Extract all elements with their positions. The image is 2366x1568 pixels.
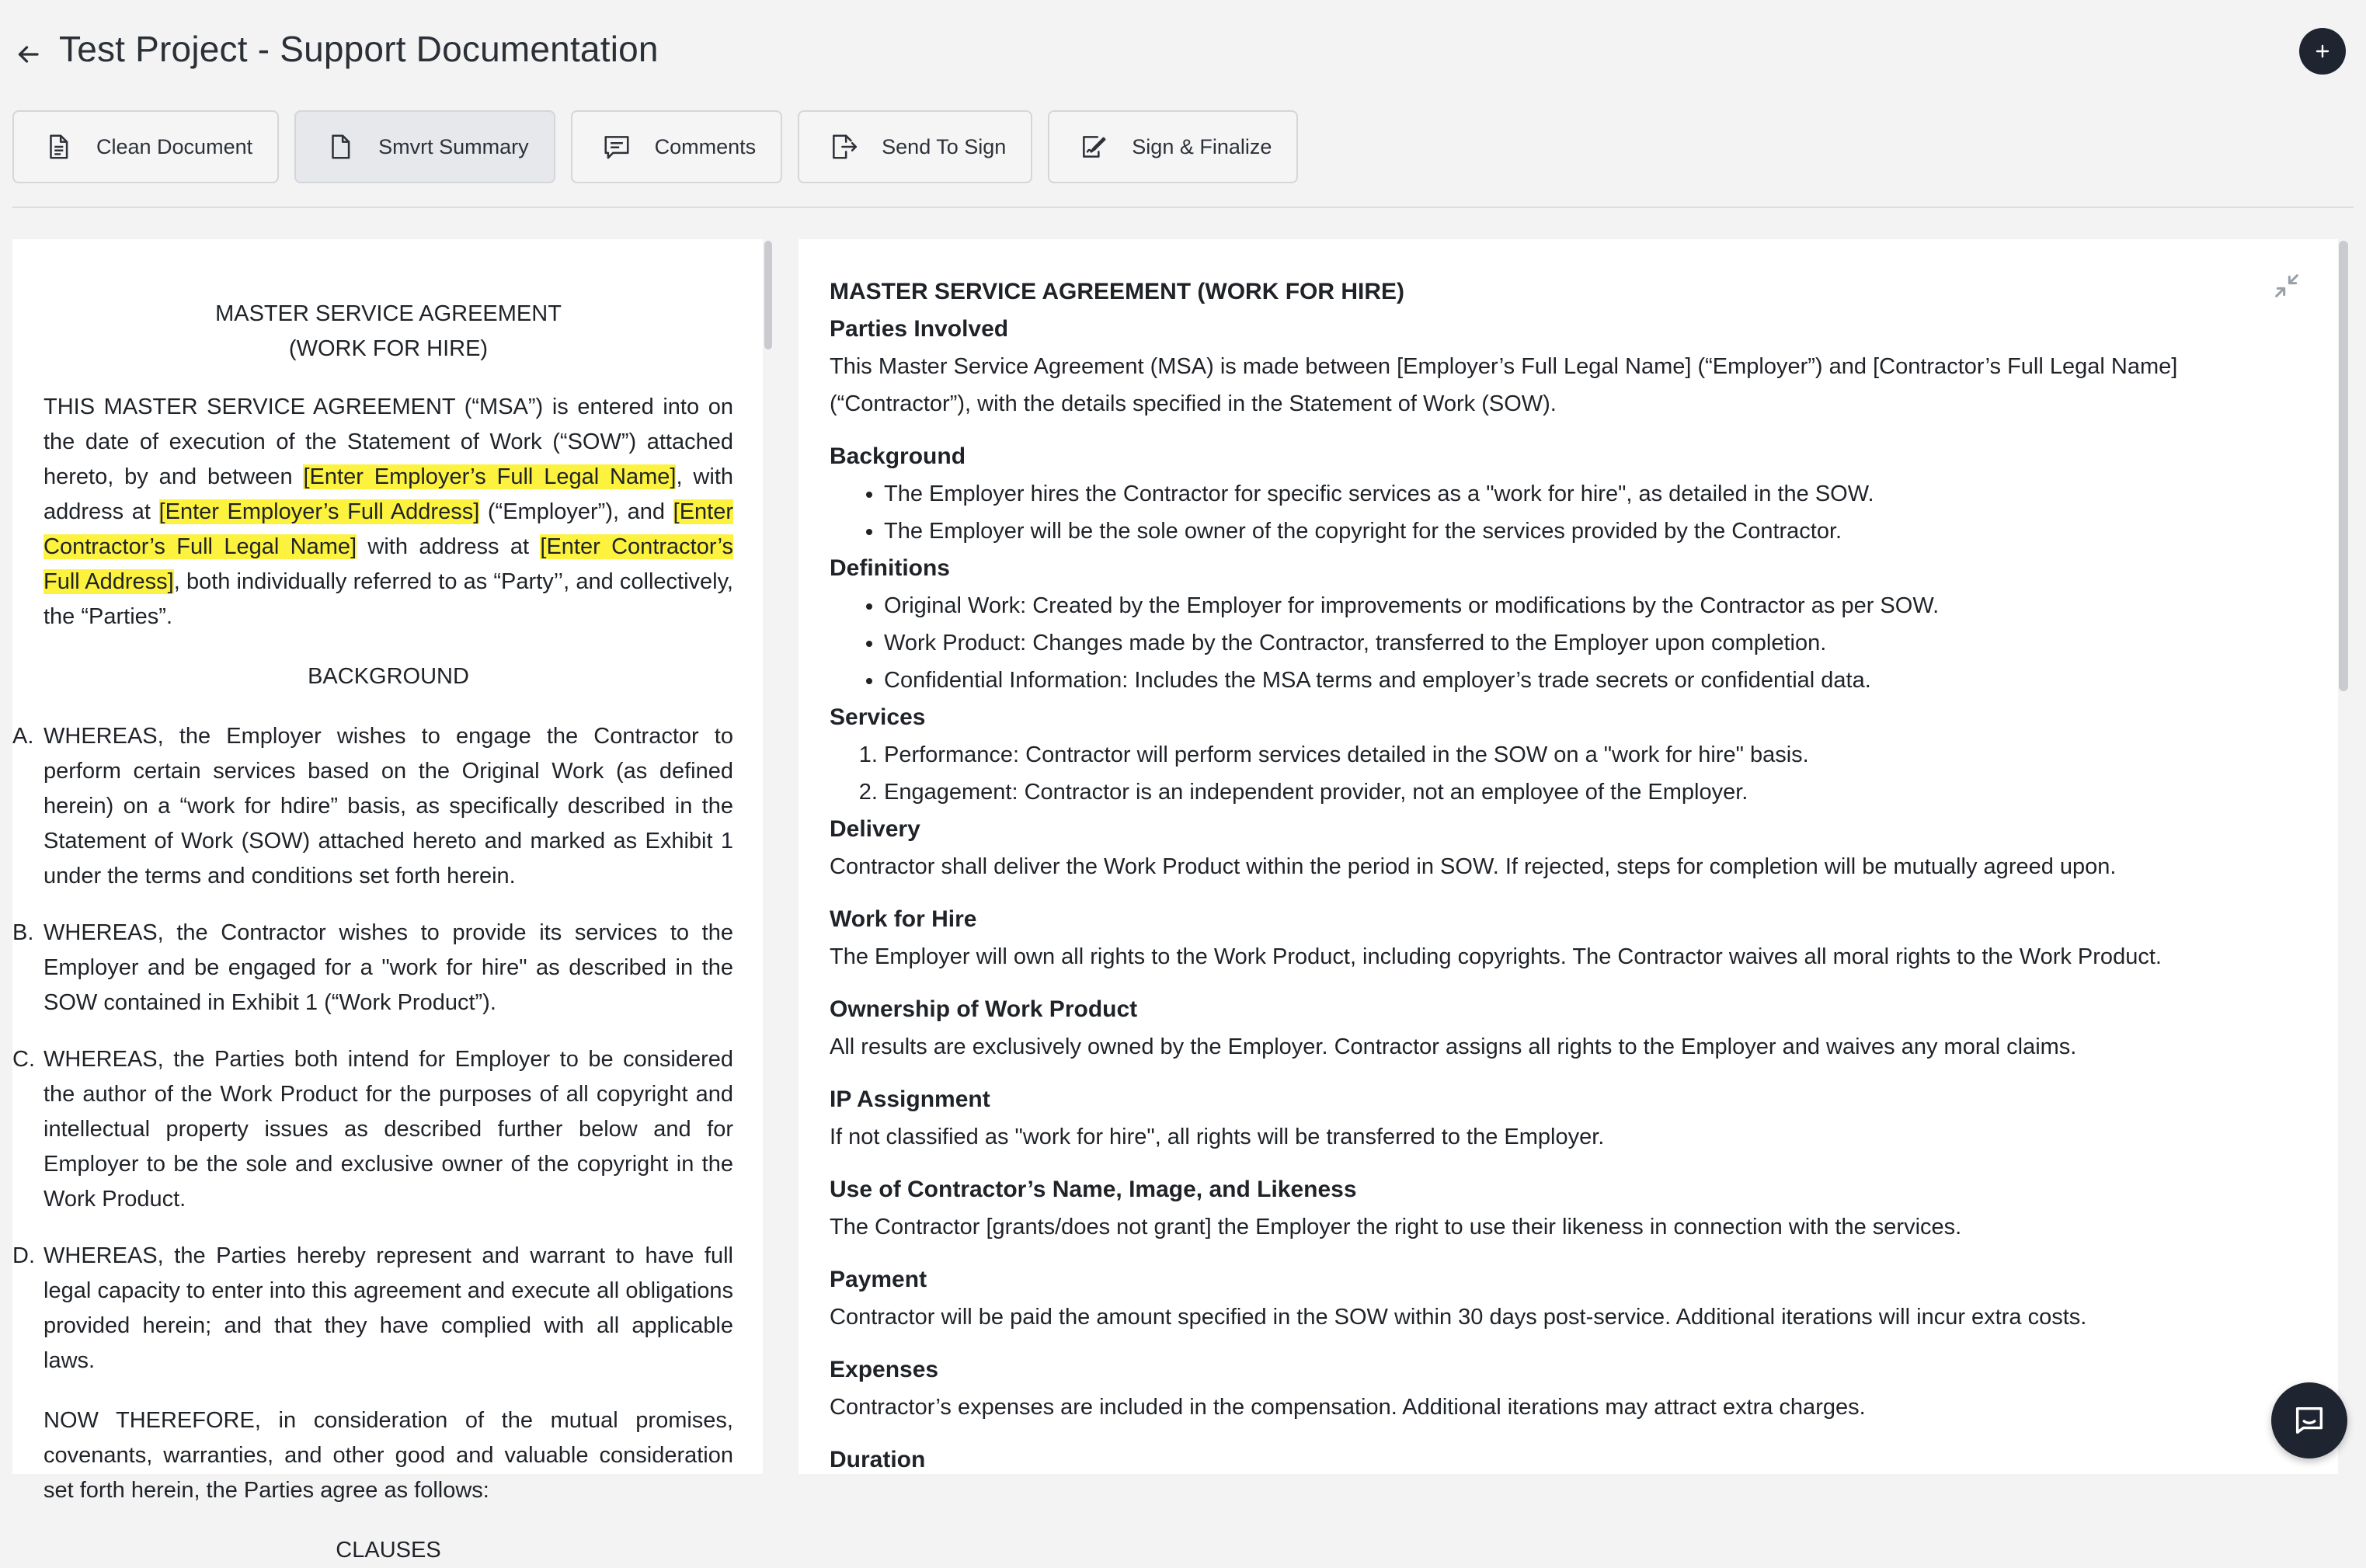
summary-title: MASTER SERVICE AGREEMENT (WORK FOR HIRE) bbox=[830, 279, 1405, 304]
summary-scrollbar-thumb[interactable] bbox=[2339, 241, 2348, 691]
document-body bbox=[12, 239, 764, 1568]
document-pane[interactable] bbox=[12, 239, 764, 1563]
toolbar bbox=[12, 110, 1298, 183]
smvrt-summary-label: Smvrt Summary bbox=[378, 134, 529, 158]
sign-finalize-label: Sign & Finalize bbox=[1132, 134, 1272, 158]
expenses-heading: Expenses bbox=[830, 1357, 939, 1382]
intro-text-2: , with address at bbox=[43, 464, 733, 524]
document-scrollbar-thumb[interactable] bbox=[764, 241, 772, 349]
spacer bbox=[830, 1066, 2310, 1081]
clause-d bbox=[12, 1239, 733, 1379]
smvrt-summary-button[interactable] bbox=[294, 110, 555, 183]
services-list bbox=[830, 736, 2310, 811]
add-button[interactable] bbox=[2299, 28, 2346, 75]
spacer bbox=[830, 885, 2310, 901]
header bbox=[0, 0, 2366, 101]
payment-heading: Payment bbox=[830, 1267, 927, 1292]
list-item: • The Employer will be the sole owner of the copyright for the services provided by the Contractor. bbox=[884, 513, 2310, 550]
plus-icon bbox=[2314, 43, 2331, 60]
intro-text-3: (“Employer”), and bbox=[479, 499, 673, 524]
now-therefore-paragraph: NOW THEREFORE, in consideration of the mutual promises, covenants, warranties, and other good and valuable consideration set forth herein, the Parties agree as follows: bbox=[43, 1408, 733, 1503]
ownership-text: All results are exclusively owned by the Employer. Contractor assigns all rights to the Employer and waives any moral claims. bbox=[830, 1034, 2077, 1059]
comment-icon bbox=[602, 132, 632, 162]
employer-name-placeholder[interactable]: [Enter Employer’s Full Legal Name] bbox=[303, 464, 677, 489]
intro-text-1: THIS MASTER SERVICE AGREEMENT (“MSA”) is entered into on the date of execution of the Statement of Work (“SOW”) attached hereto, by and between bbox=[43, 395, 733, 489]
likeness-heading: Use of Contractor’s Name, Image, and Likeness bbox=[830, 1177, 1357, 1202]
spacer bbox=[830, 1156, 2310, 1171]
ownership-heading: Ownership of Work Product bbox=[830, 996, 1138, 1022]
clause-mark: B. bbox=[12, 920, 34, 945]
comments-label: Comments bbox=[654, 134, 757, 158]
chat-launcher-button[interactable] bbox=[2271, 1382, 2347, 1458]
summary-body bbox=[799, 239, 2341, 1479]
work-for-hire-heading: Work for Hire bbox=[830, 906, 977, 932]
delivery-heading: Delivery bbox=[830, 816, 920, 842]
clause-c bbox=[12, 1042, 733, 1217]
employer-address-placeholder[interactable]: [Enter Employer’s Full Address] bbox=[158, 499, 480, 524]
contractor-address-placeholder[interactable]: [Enter Contractor’s Full Address] bbox=[43, 534, 733, 594]
clause-a bbox=[12, 719, 733, 894]
list-item: • Work Product: Changes made by the Contractor, transferred to the Employer upon completion. bbox=[884, 624, 2310, 662]
chat-icon bbox=[2291, 1403, 2327, 1438]
page-title: Test Project - Support Documentation bbox=[59, 29, 659, 69]
spacer bbox=[830, 422, 2310, 438]
document-icon bbox=[43, 132, 73, 162]
work-for-hire-text: The Employer will own all rights to the Work Product, including copyrights. The Contractor waives all moral rights to the Work Product. bbox=[830, 944, 2162, 969]
spacer bbox=[830, 1336, 2310, 1351]
list-item: 2. Engagement: Contractor is an independent provider, not an employee of the Employer. bbox=[884, 774, 2310, 811]
spacer bbox=[830, 975, 2310, 991]
background-list bbox=[830, 475, 2310, 550]
clause-text: WHEREAS, the Employer wishes to engage the Contractor to perform certain services based on the Original Work (as defined herein) on a “work for hdire” basis, as specifically described in the Statement of Work (SOW) attached hereto and marked as Exhibit 1 under the terms and conditions set forth herein. bbox=[43, 724, 733, 888]
ip-assignment-heading: IP Assignment bbox=[830, 1086, 990, 1112]
clean-document-button[interactable] bbox=[12, 110, 279, 183]
clause-mark: C. bbox=[12, 1047, 35, 1072]
intro-paragraph bbox=[43, 390, 733, 635]
payment-text: Contractor will be paid the amount specified in the SOW within 30 days post-service. Additional iterations will incur extra costs. bbox=[830, 1305, 2087, 1330]
likeness-text: The Contractor [grants/does not grant] the Employer the right to use their likeness in connection with the services. bbox=[830, 1215, 1962, 1239]
file-icon bbox=[325, 132, 355, 162]
expenses-text: Contractor’s expenses are included in the compensation. Additional iterations may attract extra charges. bbox=[830, 1395, 1866, 1420]
parties-heading: Parties Involved bbox=[830, 316, 1009, 342]
background-heading: BACKGROUND bbox=[308, 664, 469, 689]
document-subtitle: (WORK FOR HIRE) bbox=[288, 336, 489, 361]
list-item: • Confidential Information: Includes the MSA terms and employer’s trade secrets or confidential data. bbox=[884, 662, 2310, 699]
ip-assignment-text: If not classified as "work for hire", all rights will be transferred to the Employer. bbox=[830, 1125, 1605, 1149]
toolbar-divider bbox=[12, 207, 2354, 208]
list-item: • The Employer hires the Contractor for specific services as a "work for hire", as detailed in the SOW. bbox=[884, 475, 2310, 513]
collapse-icon[interactable] bbox=[2271, 270, 2302, 301]
contractor-name-placeholder[interactable]: [Enter Contractor’s Full Legal Name] bbox=[43, 499, 734, 559]
definitions-heading: Definitions bbox=[830, 555, 950, 581]
delivery-text: Contractor shall deliver the Work Product within the period in SOW. If rejected, steps for completion will be mutually agreed upon. bbox=[830, 854, 2117, 879]
background-heading: Background bbox=[830, 443, 966, 469]
summary-pane[interactable] bbox=[799, 239, 2341, 1474]
intro-text-5: , both individually referred to as “Party’’, and collectively, the “Parties”. bbox=[43, 569, 733, 629]
comments-button[interactable] bbox=[571, 110, 783, 183]
duration-heading: Duration bbox=[830, 1447, 926, 1472]
spacer bbox=[830, 1246, 2310, 1261]
back-arrow-icon[interactable] bbox=[14, 40, 42, 68]
services-heading: Services bbox=[830, 704, 926, 730]
clause-mark: A. bbox=[12, 724, 34, 749]
document-title: MASTER SERVICE AGREEMENT bbox=[215, 301, 562, 326]
clause-text: WHEREAS, the Contractor wishes to provide its services to the Employer and be engaged for a "work for hire" as described in the SOW contained in Exhibit 1 (“Work Product”). bbox=[43, 920, 733, 1015]
clean-document-label: Clean Document bbox=[96, 134, 253, 158]
spacer bbox=[830, 1426, 2310, 1441]
list-item: 1. Performance: Contractor will perform services detailed in the SOW on a "work for hire" basis. bbox=[884, 736, 2310, 774]
send-document-icon bbox=[829, 132, 858, 162]
send-to-sign-label: Send To Sign bbox=[882, 134, 1007, 158]
clause-text: WHEREAS, the Parties both intend for Employer to be considered the author of the Work Product for the purposes of all copyright and intellectual property issues as described further below and for Employer to be the sole and exclusive owner of the copyright in the Work Product. bbox=[43, 1047, 733, 1212]
send-to-sign-button[interactable] bbox=[798, 110, 1032, 183]
signature-icon bbox=[1079, 132, 1108, 162]
intro-text-4: with address at bbox=[357, 534, 541, 559]
clause-b bbox=[12, 916, 733, 1020]
parties-text: This Master Service Agreement (MSA) is made between [Employer’s Full Legal Name] (“Employer”) and [Contractor’s Full Legal Name] (“Contractor”), with the details specified in the Statement of Work (SOW). bbox=[830, 354, 2178, 416]
clauses-heading: CLAUSES bbox=[336, 1538, 441, 1563]
document-scrollbar[interactable] bbox=[763, 239, 774, 1474]
list-item: • Original Work: Created by the Employer for improvements or modifications by the Contractor as per SOW. bbox=[884, 587, 2310, 624]
definitions-list bbox=[830, 587, 2310, 699]
clause-text: WHEREAS, the Parties hereby represent and warrant to have full legal capacity to enter into this agreement and execute all obligations provided herein; and that they have complied with all applicable laws. bbox=[43, 1243, 733, 1373]
clause-mark: D. bbox=[12, 1243, 35, 1268]
sign-finalize-button[interactable] bbox=[1048, 110, 1298, 183]
